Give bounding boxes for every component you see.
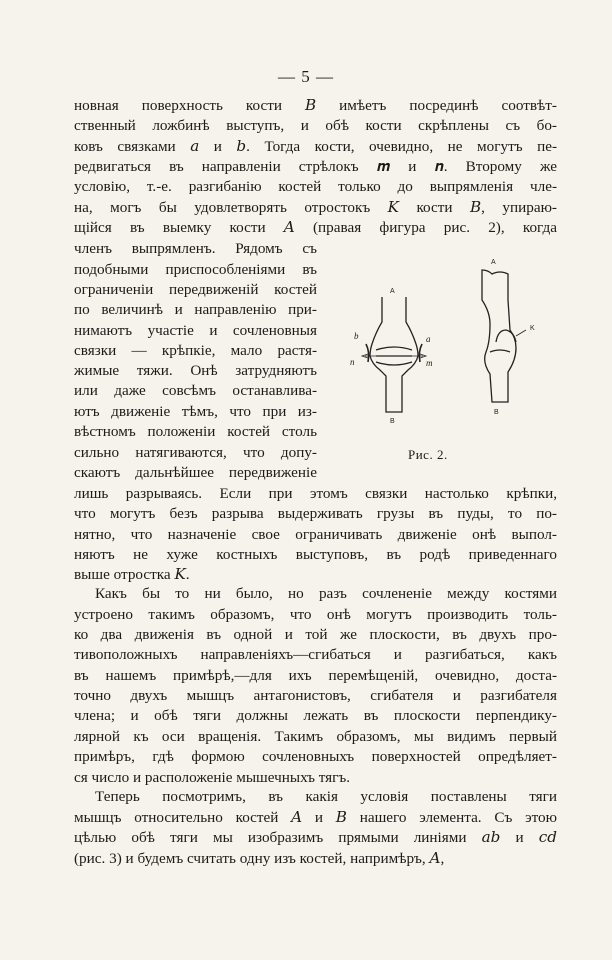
text-line: ственный ложбинѣ выступъ, и обѣ кости скрѣплены съ бо- bbox=[74, 117, 557, 134]
text-line: жимые тяжи. Онѣ затрудняютъ bbox=[74, 362, 317, 379]
label-b-left: B bbox=[390, 418, 395, 425]
text-line: лишь разрываясь. Если при этомъ связки настолько крѣпки, bbox=[74, 485, 557, 502]
joint-diagram bbox=[340, 252, 560, 452]
text-line: Теперь посмотримъ, въ какія условія поставлены тяги bbox=[95, 788, 557, 805]
text-line: ютъ движеніе тѣмъ, что при из- bbox=[74, 403, 317, 420]
text-line: вѣстномъ положеніи костей столь bbox=[74, 423, 317, 440]
text-line: ся число и расположеніе мышечныхъ тягъ. bbox=[74, 769, 351, 786]
text-line: ко два движенія въ одной и той же плоскости, въ двухъ про- bbox=[74, 626, 557, 643]
text-line: мышцъ относительно костей 𝐴 и 𝐵 нашего элемента. Съ этою bbox=[74, 809, 557, 826]
text-line: что могутъ безъ разрыва выдерживать грузы въ пуды, то по- bbox=[74, 505, 557, 522]
text-line: членъ выпрямленъ. Рядомъ съ bbox=[74, 240, 317, 257]
label-a-left: A bbox=[390, 288, 395, 295]
text-line: лярной къ оси вращенія. Такимъ образомъ, мы видимъ первый bbox=[74, 728, 557, 745]
text-line: няютъ не хуже костныхъ выступовъ, въ родѣ приведеннаго bbox=[74, 546, 557, 563]
label-k: K bbox=[530, 325, 535, 332]
text-line: скаютъ дальнѣйшее передвиженіе bbox=[74, 464, 317, 481]
text-line: ограниченіи передвиженій костей bbox=[74, 281, 317, 298]
figure-caption: Рис. 2. bbox=[408, 447, 448, 462]
text-line: Какъ бы то ни было, но разъ сочлененіе между костями bbox=[95, 585, 557, 602]
text-line: точно двухъ мышцъ антагонистовъ, сгибателя и разгибателя bbox=[74, 687, 557, 704]
text-line: въ нашемъ примѣрѣ,—для ихъ перемѣщеній, очевидно, доста- bbox=[74, 667, 557, 684]
text-line: нятно, что назначеніе свое ограничивать движеніе онѣ выпол- bbox=[74, 526, 557, 543]
label-m-arrow: m bbox=[426, 358, 433, 368]
text-line: примѣръ, гдѣ формою сочленовныхъ поверхностей опредѣляет- bbox=[74, 748, 557, 765]
text-line: ковъ связками 𝑎 и 𝑏. Тогда кости, очевидно, не могутъ пе- bbox=[74, 138, 557, 155]
text-line: связки — крѣпкіе, мало растя- bbox=[74, 342, 317, 359]
text-line: щійся въ выемку кости 𝐴 (правая фигура рис. 2), когда bbox=[74, 219, 557, 236]
text-line: на, могъ бы удовлетворять отростокъ 𝐾 кости 𝐵, упираю- bbox=[74, 199, 557, 216]
text-line: редвигаться въ направленіи стрѣлокъ 𝒎 и 𝒏. Второму же bbox=[74, 158, 557, 175]
text-line: подобными приспособленіями въ bbox=[74, 261, 317, 278]
label-a-right: A bbox=[491, 259, 496, 266]
label-n-arrow: n bbox=[350, 357, 355, 367]
text-line: сильно натягиваются, что допу- bbox=[74, 444, 317, 461]
text-line: цѣлью обѣ тяги мы изобразимъ прямыми линіями 𝑎𝑏 и 𝑐𝑑 bbox=[74, 829, 557, 846]
text-line: или даже совсѣмъ останавлива- bbox=[74, 382, 317, 399]
text-line: члена; и обѣ тяги должны лежать въ плоскости перпендику- bbox=[74, 707, 557, 724]
label-b-right: B bbox=[494, 409, 499, 416]
text-line: (рис. 3) и будемъ считать одну изъ костей, напримѣръ, 𝐴, bbox=[74, 850, 445, 867]
text-line: по величинѣ и направленію при- bbox=[74, 301, 317, 318]
page-number: — 5 — bbox=[278, 67, 334, 86]
text-line: нимаютъ участіе и сочленовныя bbox=[74, 322, 317, 339]
label-a-ligament: a bbox=[426, 334, 431, 344]
text-line: устроено такимъ образомъ, что онѣ могутъ производить толь- bbox=[74, 606, 557, 623]
text-line: выше отростка 𝐾. bbox=[74, 566, 190, 583]
figure-2 bbox=[340, 252, 560, 452]
text-line: условію, т.-е. разгибанію костей только до выпрямленія чле- bbox=[74, 178, 557, 195]
label-b-ligament: b bbox=[354, 331, 359, 341]
right-joint-figure bbox=[482, 270, 526, 402]
left-joint-figure bbox=[362, 297, 426, 412]
text-line: тивоположныхъ направленіяхъ—сгибаться и разгибаться, какъ bbox=[74, 646, 557, 663]
text-line: новная поверхность кости 𝐵 имѣетъ посрединѣ соотвѣт- bbox=[74, 97, 557, 114]
